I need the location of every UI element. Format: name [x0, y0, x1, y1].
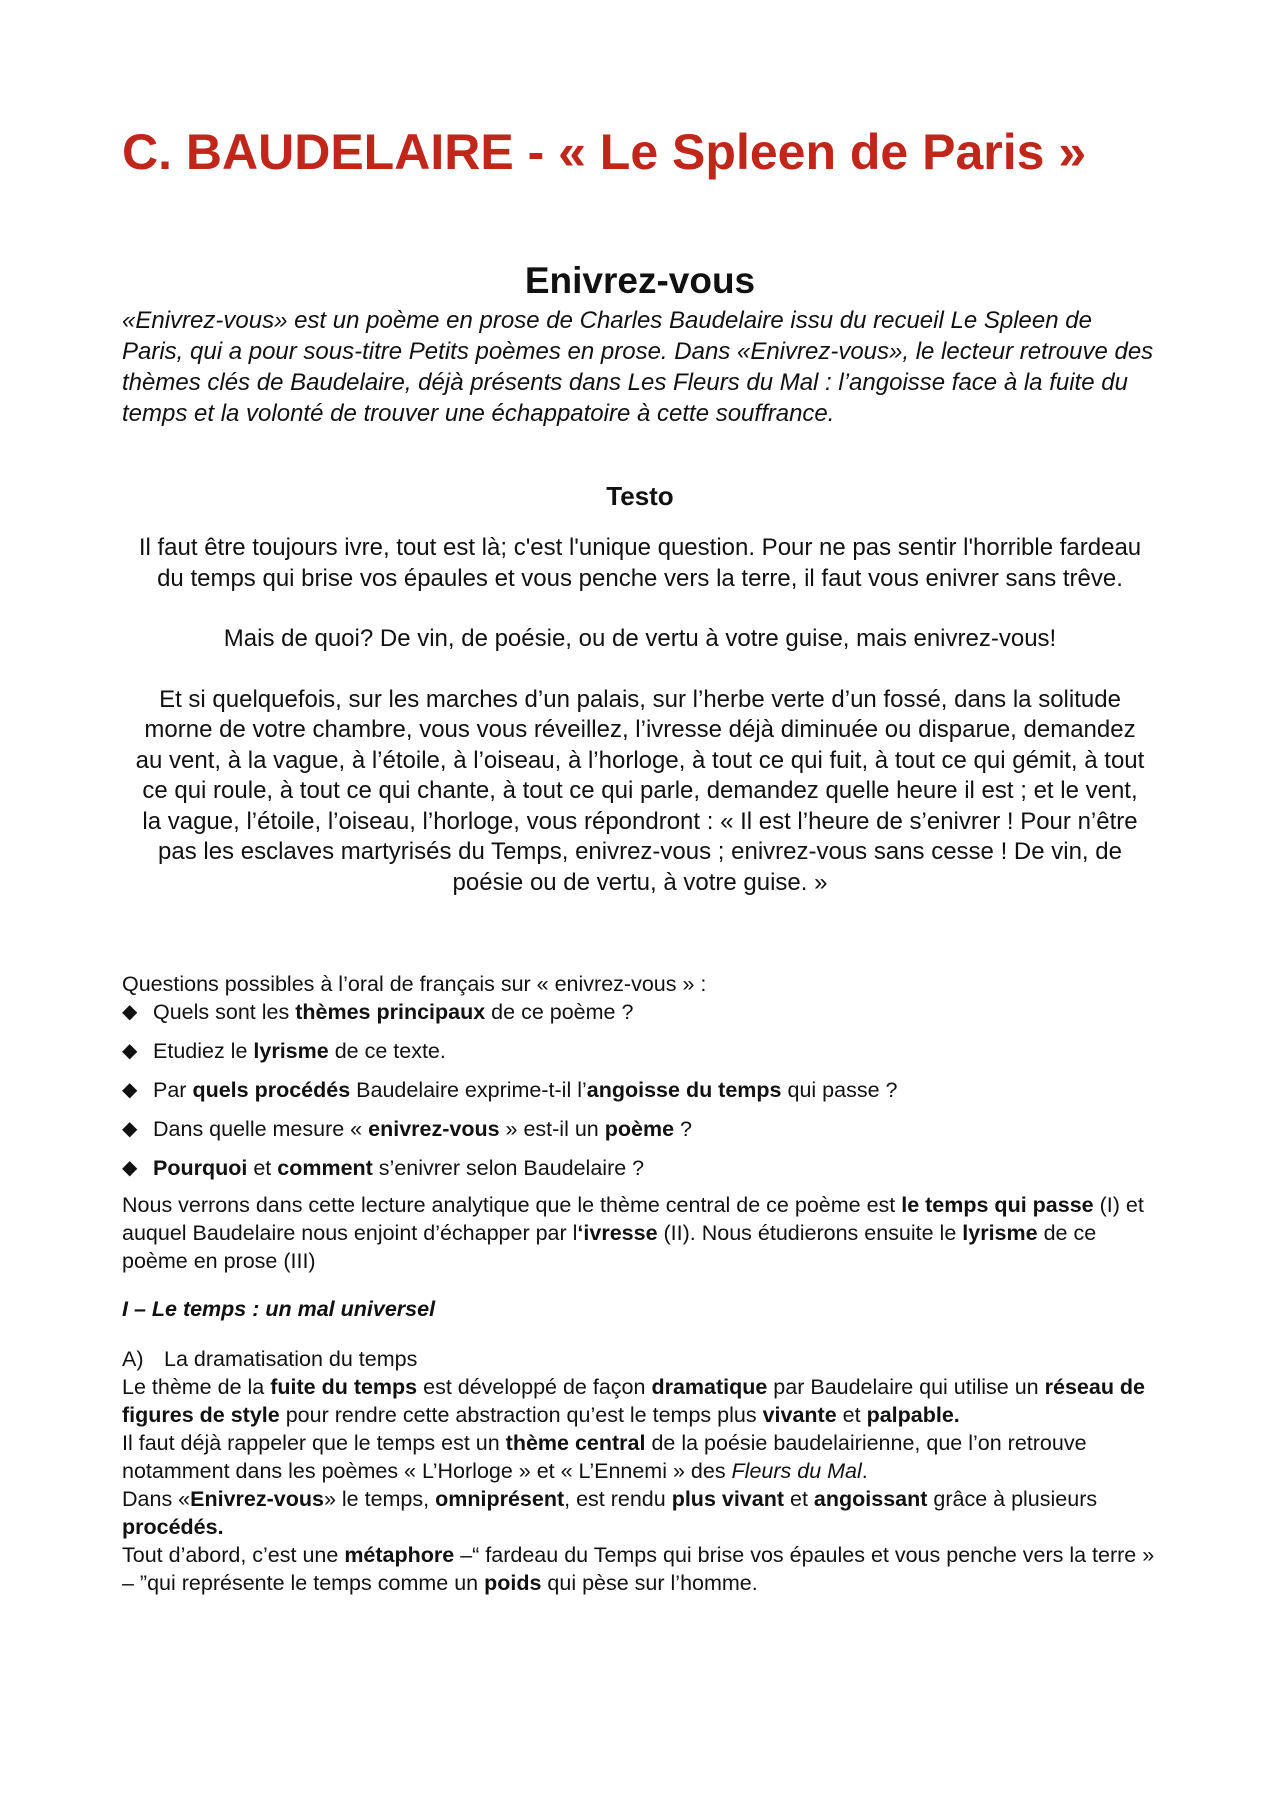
question-item — [122, 1115, 1158, 1143]
poem-paragraph-1: Il faut être toujours ivre, tout est là; c'est l'unique question. Pour ne pas sentir l'horrible fardeau du temps qui brise vos épaules et vous penche vers la terre, il faut vous enivrer sans trêve. — [138, 534, 1142, 592]
diamond-bullet-icon: ◆ — [122, 1079, 138, 1101]
poem-paragraph-2: Mais de quoi? De vin, de poésie, ou de vertu à votre guise, mais enivrez-vous! — [223, 625, 1057, 652]
question-text: Par quels procédés Baudelaire exprime-t-il l’angoisse du temps qui passe ? — [153, 1078, 898, 1102]
question-text: Pourquoi et comment s’enivrer selon Baudelaire ? — [153, 1156, 645, 1180]
analysis-paragraph-2: Il faut déjà rappeler que le temps est un thème central de la poésie baudelairienne, que l’on retrouve notamment dans les poèmes « L’Horloge » et « L’Ennemi » des Fleurs du Mal. — [122, 1431, 1087, 1483]
poem-paragraph-3: Et si quelquefois, sur les marches d’un palais, sur l’herbe verte d’un fossé, dans la solitude morne de votre chambre, vous vous réveillez, l’ivresse déjà diminuée ou disparue, demandez au vent, à la vague, à l’étoile, à l’oiseau, à l’horloge, à tout ce qui fuit, à tout ce qui gémit, à tout ce qui roule, à tout ce qui chante, à tout ce qui parle, demandez quelle heure il est ; et le vent, la vague, l’étoile, l’oiseau, l’horloge, vous répondront : « Il est l’heure de s’enivrer ! Pour n’être pas les esclaves martyrisés du Temps, enivrez-vous ; enivrez-vous sans cesse ! De vin, de poésie ou de vertu, à votre guise. » — [135, 685, 1145, 896]
analysis-plan-paragraph: Nous verrons dans cette lecture analytique que le thème central de ce poème est le temps qui passe (I) et auquel Baudelaire nous enjoint d’échapper par l‘ivresse (II). Nous étudierons ensuite le lyrisme de ce poème en prose (III) — [122, 1193, 1144, 1273]
question-text: Dans quelle mesure « enivrez-vous » est-il un poème ? — [153, 1117, 692, 1141]
analysis-paragraph-4: Tout d’abord, c’est une métaphore –“ fardeau du Temps qui brise vos épaules et vous penche vers la terre » – ”qui représente le temps comme un poids qui pèse sur l’homme. — [122, 1543, 1155, 1595]
text-heading: Testo — [606, 481, 674, 511]
question-text: Etudiez le lyrisme de ce texte. — [153, 1039, 446, 1063]
poem-title: Enivrez-vous — [524, 260, 756, 301]
diamond-bullet-icon: ◆ — [122, 1001, 138, 1023]
subsection-heading — [122, 1345, 1158, 1373]
analysis-paragraph-1: Le thème de la fuite du temps est développé de façon dramatique par Baudelaire qui utilise un réseau de figures de style pour rendre cette abstraction qu’est le temps plus vivante et palpable. — [122, 1375, 1146, 1427]
questions-list — [122, 998, 1158, 1182]
diamond-bullet-icon: ◆ — [122, 1040, 138, 1062]
question-item — [122, 1037, 1158, 1065]
diamond-bullet-icon: ◆ — [122, 1118, 138, 1140]
section-title: I – Le temps : un mal universel — [122, 1297, 436, 1321]
question-item — [122, 1076, 1158, 1104]
subsection-letter: A) — [122, 1347, 144, 1371]
subsection-title: La dramatisation du temps — [164, 1347, 418, 1371]
question-text: Quels sont les thèmes principaux de ce poème ? — [153, 1000, 634, 1024]
question-item — [122, 998, 1158, 1026]
poem-introduction: «Enivrez-vous» est un poème en prose de Charles Baudelaire issu du recueil Le Spleen de Paris, qui a pour sous-titre Petits poèmes en prose. Dans «Enivrez-vous», le lecteur retrouve des thèmes clés de Baudelaire, déjà présents dans Les Fleurs du Mal : l’angoisse face à la fuite du temps et la volonté de trouver une échappatoire à cette souffrance. — [122, 307, 1154, 427]
document-title: C. BAUDELAIRE - « Le Spleen de Paris » — [122, 124, 1087, 180]
questions-lead: Questions possibles à l’oral de français sur « enivrez-vous » : — [122, 972, 707, 996]
diamond-bullet-icon: ◆ — [122, 1157, 138, 1179]
question-item — [122, 1154, 1158, 1182]
analysis-paragraph-3: Dans «Enivrez-vous» le temps, omniprésent, est rendu plus vivant et angoissant grâce à plusieurs procédés. — [122, 1487, 1098, 1539]
